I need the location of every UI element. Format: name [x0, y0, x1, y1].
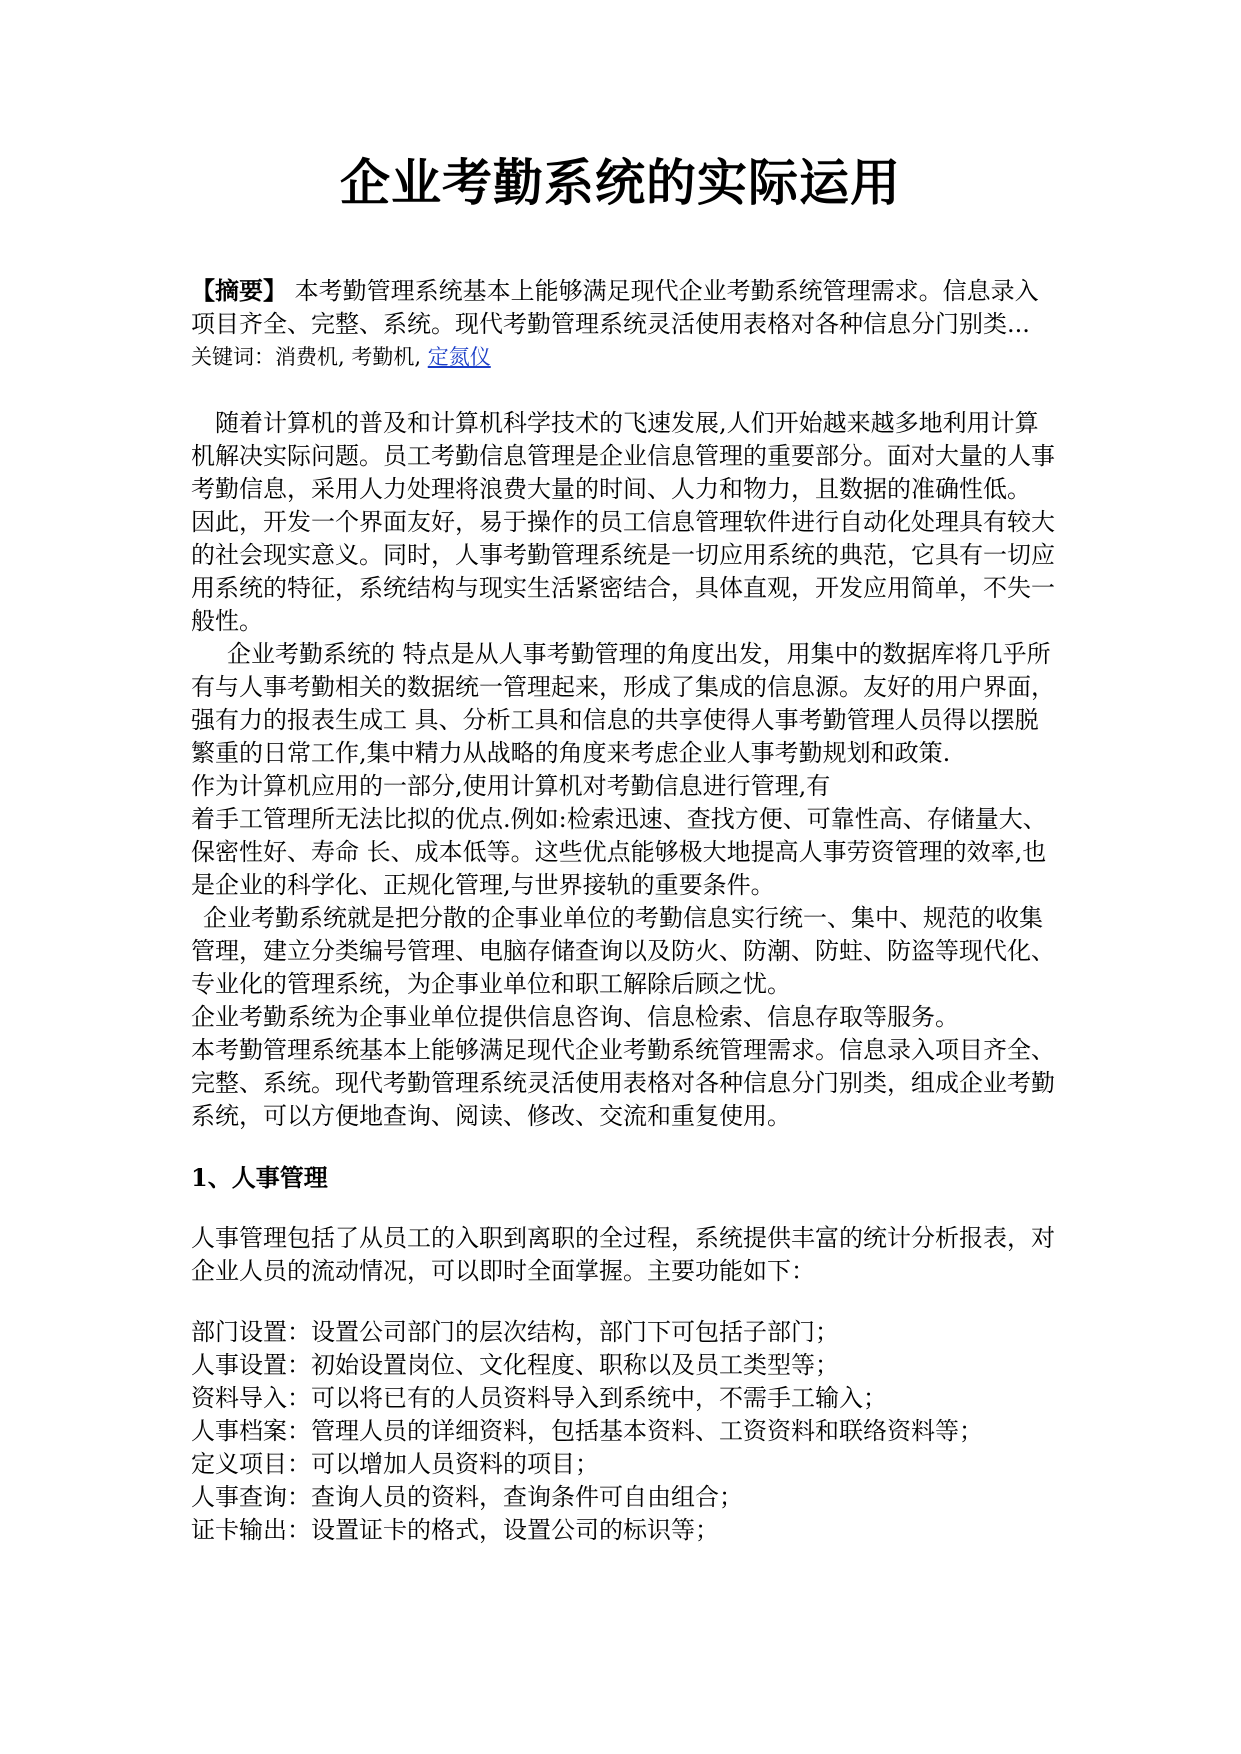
- spacer: [191, 1288, 1061, 1316]
- keyword-item: 考勤机,: [351, 345, 422, 369]
- feature-item: 人事档案：管理人员的详细资料，包括基本资料、工资资料和联络资料等；: [191, 1417, 983, 1445]
- feature-item: 资料导入：可以将已有的人员资料导入到系统中，不需手工输入；: [191, 1384, 887, 1412]
- feature-item: 部门设置：设置公司部门的层次结构，部门下可包括子部门；: [191, 1318, 839, 1346]
- body-paragraph: 企业考勤系统的 特点是从人事考勤管理的角度出发，用集中的数据库将几乎所有与人事考勤相关的数据统一管理起来，形成了集成的信息源。友好的用户界面，强有力的报表生成工 具、分析工具和信息的共享使得人事考勤管理人员得以摆脱繁重的日常工作,集中精力从战略的角度来考虑企业人事考勤规划和政策.: [191, 640, 1055, 767]
- spacer: [191, 1133, 1061, 1161]
- feature-item: 人事设置：初始设置岗位、文化程度、职称以及员工类型等；: [191, 1351, 839, 1379]
- body-paragraph: 作为计算机应用的一部分,使用计算机对考勤信息进行管理,有: [191, 772, 831, 800]
- feature-item: 证卡输出：设置证卡的格式，设置公司的标识等；: [191, 1516, 719, 1544]
- abstract-text: 本考勤管理系统基本上能够满足现代企业考勤系统管理需求。信息录入项目齐全、完整、系统。现代考勤管理系统灵活使用表格对各种信息分门别类...: [191, 277, 1039, 338]
- body-paragraph: 企业考勤系统为企事业单位提供信息咨询、信息检索、信息存取等服务。: [191, 1003, 959, 1031]
- section-intro: 人事管理包括了从员工的入职到离职的全过程，系统提供丰富的统计分析报表，对企业人员的流动情况，可以即时全面掌握。主要功能如下：: [191, 1224, 1055, 1285]
- keywords-label: 关键词：: [191, 345, 275, 369]
- abstract: [191, 274, 1061, 341]
- keyword-item: 消费机,: [275, 345, 345, 369]
- section-heading: 1、人事管理: [191, 1163, 328, 1192]
- spacer: [191, 1194, 1061, 1222]
- keywords-line: [191, 341, 1061, 374]
- document-title: 企业考勤系统的实际运用: [340, 153, 901, 212]
- body-paragraph: 着手工管理所无法比拟的优点.例如:检索迅速、查找方便、可靠性高、存储量大、保密性好、寿命 长、成本低等。这些优点能够极大地提高人事劳资管理的效率,也是企业的科学化、正规化管理,与世界接轨的重要条件。: [191, 805, 1047, 899]
- spacer: [191, 374, 1061, 407]
- body-paragraph: 本考勤管理系统基本上能够满足现代企业考勤系统管理需求。信息录入项目齐全、完整、系统。现代考勤管理系统灵活使用表格对各种信息分门别类，组成企业考勤系统，可以方便地查询、阅读、修改、交流和重复使用。: [191, 1036, 1055, 1130]
- body-paragraph: 随着计算机的普及和计算机科学技术的飞速发展,人们开始越来越多地利用计算机解决实际问题。员工考勤信息管理是企业信息管理的重要部分。面对大量的人事考勤信息，采用人力处理将浪费大量的时间、人力和物力，且数据的准确性低。: [191, 409, 1055, 503]
- abstract-label: 【摘要】: [191, 276, 287, 305]
- body-paragraph: 因此，开发一个界面友好，易于操作的员工信息管理软件进行自动化处理具有较大的社会现实意义。同时，人事考勤管理系统是一切应用系统的典范，它具有一切应用系统的特征，系统结构与现实生活紧密结合，具体直观，开发应用简单，不失一般性。: [191, 508, 1055, 635]
- body-paragraph: 企业考勤系统就是把分散的企事业单位的考勤信息实行统一、集中、规范的收集管理，建立分类编号管理、电脑存储查询以及防火、防潮、防蛀、防盗等现代化、专业化的管理系统，为企事业单位和职工解除后顾之忧。: [191, 904, 1055, 998]
- feature-item: 人事查询：查询人员的资料，查询条件可自由组合；: [191, 1483, 743, 1511]
- keyword-link[interactable]: 定氮仪: [427, 345, 491, 369]
- feature-item: 定义项目：可以增加人员资料的项目；: [191, 1450, 599, 1478]
- document-body: [191, 274, 1061, 1547]
